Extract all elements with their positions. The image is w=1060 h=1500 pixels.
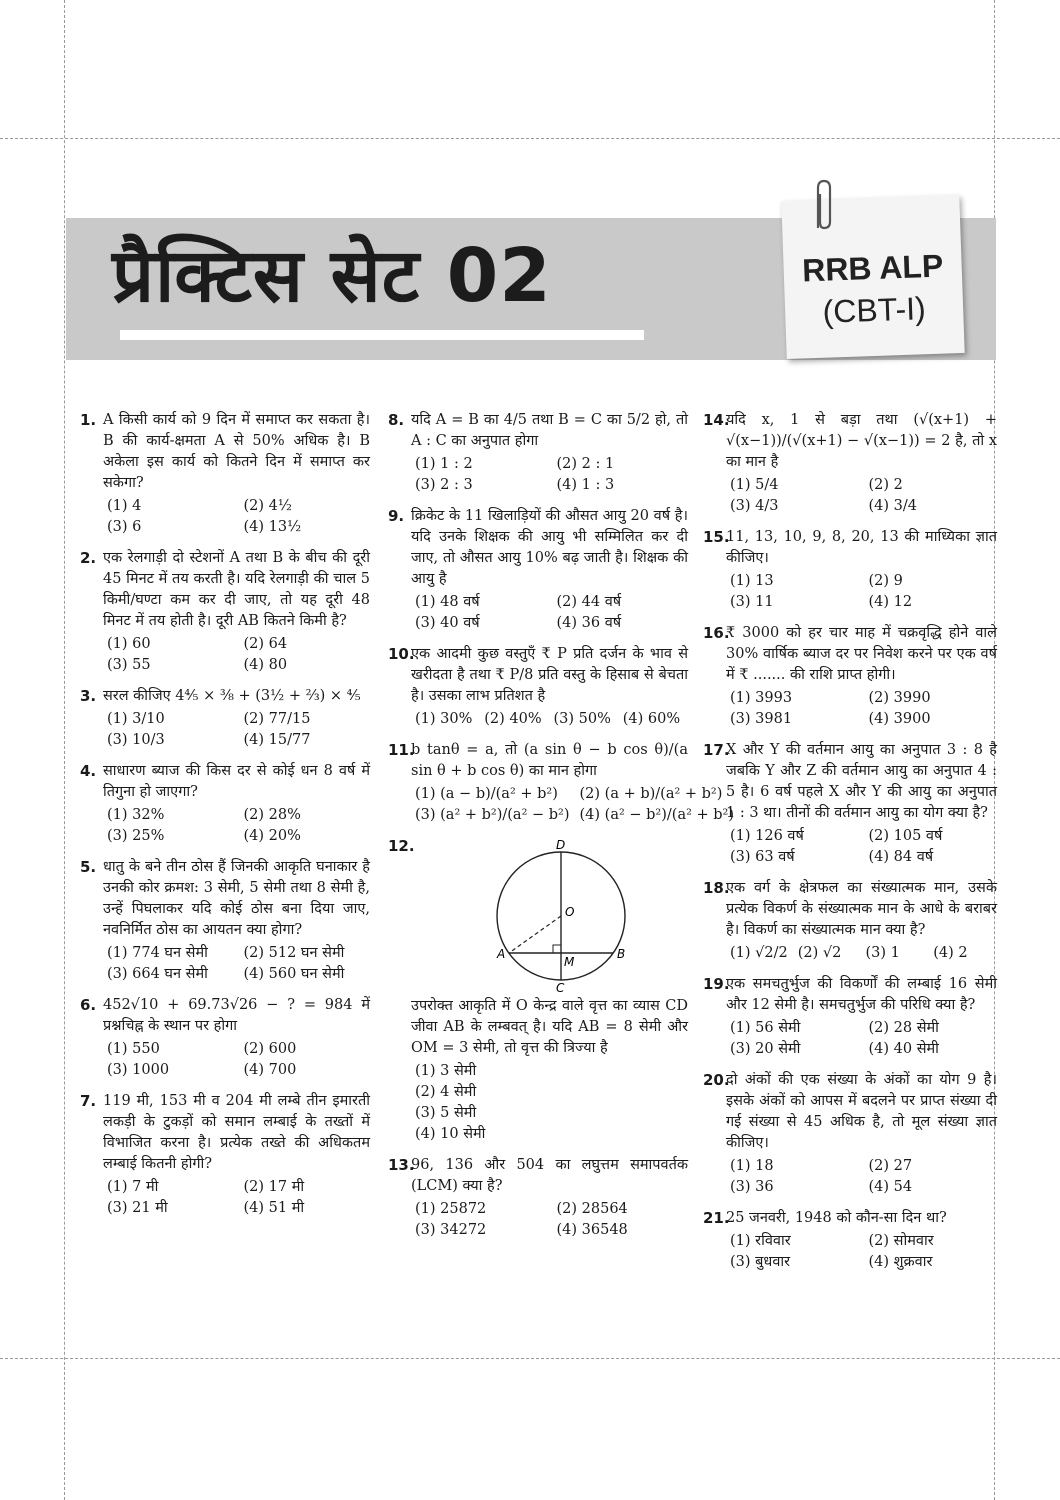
option[interactable]: (2) 27 <box>868 1158 913 1174</box>
option[interactable]: (3) 3981 <box>730 711 793 727</box>
option[interactable]: (3) 10/3 <box>107 732 165 748</box>
option[interactable]: (3) 6 <box>107 519 142 535</box>
question-text: 11, 13, 10, 9, 8, 20, 13 की माध्यिका ज्ञात कीजिए। <box>726 529 997 566</box>
option[interactable]: (1) (a − b)/(a² + b²) <box>415 786 558 802</box>
option[interactable]: (1) 4 <box>107 498 142 514</box>
question-8 <box>388 410 688 496</box>
option[interactable]: (4) 54 <box>868 1179 913 1195</box>
options <box>726 688 997 730</box>
question-9 <box>388 506 688 634</box>
question-column-1 <box>80 410 370 1229</box>
option[interactable]: (2) 3990 <box>868 690 931 706</box>
question-text: 119 मी, 153 मी व 204 मी लम्बे तीन इमारती लकड़ी के टुकड़ों को समान लम्बाई के तख्तों में विभाजित करना है। प्रत्येक तख्ते की अधिकतम लम्बाई कितनी होगी? <box>103 1093 370 1172</box>
options <box>103 634 370 676</box>
question-16 <box>703 623 997 730</box>
exam-tag-line2: (CBT-I) <box>822 290 927 330</box>
option[interactable]: (4) 13½ <box>243 519 302 535</box>
question-12 <box>388 836 688 1145</box>
option[interactable]: (1) 3993 <box>730 690 793 706</box>
paperclip-icon <box>810 178 836 234</box>
question-text: साधारण ब्याज की किस दर से कोई धन 8 वर्ष में तिगुना हो जाएगा? <box>103 763 370 800</box>
options <box>411 454 688 496</box>
option[interactable]: (1) 774 घन सेमी <box>107 945 208 961</box>
label-c: C <box>556 981 565 994</box>
question-number: 1. <box>80 411 97 429</box>
option[interactable]: (1) 30% <box>415 711 473 727</box>
option[interactable]: (2) 9 <box>868 573 903 589</box>
option[interactable]: (4) 15/77 <box>243 732 311 748</box>
option[interactable]: (1) 18 <box>730 1158 774 1174</box>
option[interactable]: (2) 2 <box>868 477 903 493</box>
question-text: 96, 136 और 504 का लघुत्तम समापवर्तक (LCM) क्या है? <box>411 1157 688 1194</box>
option[interactable]: (4) 84 वर्ष <box>868 849 934 865</box>
option[interactable]: (2) सोमवार <box>868 1233 934 1249</box>
question-19 <box>703 974 997 1060</box>
option[interactable]: (4) (a² − b²)/(a² + b²) <box>579 807 735 823</box>
option[interactable]: (4) 80 <box>243 657 288 673</box>
question-18 <box>703 878 997 964</box>
question-21 <box>703 1208 997 1273</box>
options <box>726 1018 997 1060</box>
option[interactable]: (3) (a² + b²)/(a² − b²) <box>415 807 570 823</box>
question-3 <box>80 686 370 751</box>
question-5 <box>80 857 370 985</box>
question-text: एक रेलगाड़ी दो स्टेशनों A तथा B के बीच की दूरी 45 मिनट में तय करती है। यदि रेलगाड़ी की चाल 5 किमी/घण्टा कम कर दी जाए, तो यह दूरी 48 मिनट में तय होती है। दूरी AB कितने किमी है? <box>103 550 370 629</box>
option[interactable]: (2) √2 <box>797 945 842 961</box>
question-14 <box>703 410 997 517</box>
option[interactable]: (3) 664 घन सेमी <box>107 966 208 982</box>
option[interactable]: (2) 28% <box>243 807 301 823</box>
option[interactable]: (4) 60% <box>622 711 681 727</box>
option[interactable]: (4) 3900 <box>868 711 931 727</box>
options <box>103 805 370 847</box>
option[interactable]: (4) 10 सेमी <box>415 1126 486 1142</box>
option[interactable]: (4) 36 वर्ष <box>556 615 622 631</box>
option[interactable]: (3) 20 सेमी <box>730 1041 801 1057</box>
label-o: O <box>565 905 575 919</box>
option[interactable]: (1) 7 मी <box>107 1179 159 1195</box>
option[interactable]: (4) 40 सेमी <box>868 1041 939 1057</box>
label-b: B <box>617 947 626 961</box>
title-underline <box>120 330 644 340</box>
question-text: धातु के बने तीन ठोस हैं जिनकी आकृति घनाकार है उनकी कोर क्रमश: 3 सेमी, 5 सेमी तथा 8 सेमी है, उन्हें पिघलाकर यदि कोई ठोस बना दिया जाए, नवनिर्मित ठोस का आयतन क्या होगा? <box>103 859 370 938</box>
option[interactable]: (4) 1 : 3 <box>556 477 615 493</box>
option[interactable]: (3) बुधवार <box>730 1254 791 1270</box>
question-6 <box>80 995 370 1081</box>
option[interactable]: (2) (a + b)/(a² + b²) <box>579 786 723 802</box>
question-number: 8. <box>388 411 405 429</box>
option[interactable]: (2) 4½ <box>243 498 292 514</box>
options <box>726 1156 997 1198</box>
option[interactable]: (3) 36 <box>730 1179 774 1195</box>
option[interactable]: (4) 51 मी <box>243 1200 305 1216</box>
option[interactable]: (3) 11 <box>730 594 774 610</box>
options <box>726 943 997 964</box>
question-text: एक आदमी कुछ वस्तुएँ ₹ P प्रति दर्जन के भाव से खरीदता है तथा ₹ P/8 प्रति वस्तु के हिसाब से बेचता है। उसका लाभ प्रतिशत है <box>411 646 688 704</box>
option[interactable]: (4) 3/4 <box>868 498 917 514</box>
label-a: A <box>497 947 506 961</box>
question-number: 21. <box>703 1209 730 1227</box>
option[interactable]: (2) 64 <box>243 636 288 652</box>
option[interactable]: (2) 44 वर्ष <box>556 594 622 610</box>
option[interactable]: (4) 2 <box>933 945 968 961</box>
option[interactable]: (3) 2 : 3 <box>415 477 473 493</box>
question-text: यदि A = B का 4/5 तथा B = C का 5/2 हो, तो A : C का अनुपात होगा <box>411 412 688 449</box>
question-text: एक समचतुर्भुज की विकर्णों की लम्बाई 16 सेमी और 12 सेमी है। समचतुर्भुज की परिधि क्या है? <box>726 976 997 1013</box>
question-text: ₹ 3000 को हर चार माह में चक्रवृद्धि होने वाले 30% वार्षिक ब्याज दर पर निवेश करने पर एक वर्ष में ₹ ....... की राशि प्राप्त होगी। <box>726 625 997 683</box>
option[interactable]: (3) 55 <box>107 657 151 673</box>
question-10 <box>388 644 688 730</box>
option[interactable]: (3) 4/3 <box>730 498 779 514</box>
options <box>103 943 370 985</box>
option[interactable]: (1) 5/4 <box>730 477 779 493</box>
question-text: उपरोक्त आकृति में O केन्द्र वाले वृत्त का व्यास CD जीवा AB के लम्बवत् है। यदि AB = 8 सेमी और OM = 3 सेमी, तो वृत्त की त्रिज्या है <box>411 998 688 1056</box>
question-number: 16. <box>703 624 730 642</box>
option[interactable]: (1) 3/10 <box>107 711 165 727</box>
question-number: 13. <box>388 1156 415 1174</box>
options <box>103 1039 370 1081</box>
option[interactable]: (3) 1000 <box>107 1062 170 1078</box>
option[interactable]: (3) 1 <box>865 945 900 961</box>
question-1 <box>80 410 370 538</box>
option[interactable]: (4) 560 घन सेमी <box>243 966 345 982</box>
question-20 <box>703 1070 997 1198</box>
option[interactable]: (2) 28 सेमी <box>868 1020 939 1036</box>
option[interactable]: (3) 63 वर्ष <box>730 849 795 865</box>
question-number: 7. <box>80 1092 97 1110</box>
options <box>103 496 370 538</box>
options <box>103 1177 370 1219</box>
question-text: एक वर्ग के क्षेत्रफल का संख्यात्मक मान, उसके प्रत्येक विकर्ण के संख्यात्मक मान के आधे के बराबर है। विकर्ण का संख्यात्मक मान क्या है? <box>726 880 997 938</box>
question-text: b tanθ = a, तो (a sin θ − b cos θ)/(a sin θ + b cos θ) का मान होगा <box>411 742 688 779</box>
option[interactable]: (1) 48 वर्ष <box>415 594 480 610</box>
option[interactable]: (1) 3 सेमी <box>415 1063 477 1079</box>
options <box>726 826 997 868</box>
option[interactable]: (4) 700 <box>243 1062 297 1078</box>
question-number: 17. <box>703 741 730 759</box>
question-17 <box>703 740 997 868</box>
question-15 <box>703 527 997 613</box>
option[interactable]: (1) 550 <box>107 1041 160 1057</box>
options <box>726 475 997 517</box>
question-number: 20. <box>703 1071 730 1089</box>
options <box>726 571 997 613</box>
option[interactable]: (3) 34272 <box>415 1222 487 1238</box>
option[interactable]: (2) 512 घन सेमी <box>243 945 345 961</box>
option[interactable]: (4) शुक्रवार <box>868 1254 933 1270</box>
option[interactable]: (2) 77/15 <box>243 711 311 727</box>
option[interactable]: (2) 4 सेमी <box>415 1084 477 1100</box>
option[interactable]: (3) 50% <box>553 711 611 727</box>
options <box>411 1199 688 1241</box>
label-d: D <box>556 838 566 852</box>
option[interactable]: (2) 105 वर्ष <box>868 828 943 844</box>
option[interactable]: (1) 60 <box>107 636 151 652</box>
option[interactable]: (4) 12 <box>868 594 913 610</box>
question-13 <box>388 1155 688 1241</box>
crop-mark-bottom <box>0 1358 1060 1359</box>
question-column-3 <box>703 410 997 1283</box>
question-number: 9. <box>388 507 405 525</box>
option[interactable]: (1) 32% <box>107 807 165 823</box>
question-text: सरल कीजिए 4⅘ × ⅜ + (3½ + ⅔) × ⅘ <box>103 688 361 704</box>
option[interactable]: (3) 25% <box>107 828 165 844</box>
crop-mark-top <box>0 138 1060 139</box>
question-number: 12. <box>388 837 415 855</box>
options <box>411 592 688 634</box>
exam-tag-line1: RRB ALP <box>801 247 944 289</box>
options <box>103 709 370 751</box>
question-number: 2. <box>80 549 97 567</box>
option[interactable]: (1) 126 वर्ष <box>730 828 804 844</box>
option[interactable]: (3) 5 सेमी <box>415 1105 477 1121</box>
options <box>411 784 735 826</box>
question-number: 5. <box>80 858 97 876</box>
page-title: प्रैक्टिस सेट 02 <box>112 233 552 319</box>
question-text: 25 जनवरी, 1948 को कौन-सा दिन था? <box>726 1210 947 1226</box>
option[interactable]: (3) 40 वर्ष <box>415 615 480 631</box>
question-text: X और Y की वर्तमान आयु का अनुपात 3 : 8 है जबकि Y और Z की वर्तमान आयु का अनुपात 4 : 5 है। 6 वर्ष पहले X और Y की आयु का अनुपात 1 : 3 था। तीनों की वर्तमान आयु का योग क्या है? <box>726 742 997 821</box>
question-number: 18. <box>703 879 730 897</box>
question-text: क्रिकेट के 11 खिलाड़ियों की औसत आयु 20 वर्ष है। यदि उनके शिक्षक की आयु भी सम्मिलित कर दी जाए, तो औसत आयु 10% बढ़ जाती है। शिक्षक की आयु है <box>411 508 688 587</box>
question-7 <box>80 1091 370 1219</box>
option[interactable]: (2) 600 <box>243 1041 297 1057</box>
option[interactable]: (1) 1 : 2 <box>415 456 473 472</box>
question-2 <box>80 548 370 676</box>
option[interactable]: (4) 36548 <box>556 1222 628 1238</box>
circle-figure <box>481 836 641 994</box>
option[interactable]: (4) 20% <box>243 828 301 844</box>
option[interactable]: (3) 21 मी <box>107 1200 168 1216</box>
option[interactable]: (1) 56 सेमी <box>730 1020 801 1036</box>
option[interactable]: (2) 40% <box>484 711 542 727</box>
option[interactable]: (2) 2 : 1 <box>556 456 615 472</box>
question-4 <box>80 761 370 847</box>
option[interactable]: (1) 25872 <box>415 1201 487 1217</box>
question-number: 10. <box>388 645 415 663</box>
question-number: 15. <box>703 528 730 546</box>
option[interactable]: (1) रविवार <box>730 1233 791 1249</box>
option[interactable]: (2) 17 मी <box>243 1179 305 1195</box>
option[interactable]: (2) 28564 <box>556 1201 628 1217</box>
question-text: यदि x, 1 से बड़ा तथा (√(x+1) + √(x−1))/(√(x+1) − √(x−1)) = 2 है, तो x का मान है <box>726 412 997 470</box>
question-number: 4. <box>80 762 97 780</box>
crop-mark-left <box>64 0 65 1500</box>
option[interactable]: (1) √2/2 <box>730 945 788 961</box>
question-text: A किसी कार्य को 9 दिन में समाप्त कर सकता है। B की कार्य-क्षमता A से 50% अधिक है। B अकेला इस कार्य को कितने दिन में समाप्त कर सकेगा? <box>103 412 370 491</box>
options <box>411 1061 688 1145</box>
right-angle-mark <box>553 945 561 953</box>
question-text: दो अंकों की एक संख्या के अंकों का योग 9 है। इसके अंकों को आपस में बदलने पर प्राप्त संख्या दी गई संख्या से 45 अधिक है, तो मूल संख्या ज्ञात कीजिए। <box>726 1072 997 1151</box>
question-number: 19. <box>703 975 730 993</box>
question-number: 6. <box>80 996 97 1014</box>
label-m: M <box>564 955 575 969</box>
question-number: 11. <box>388 741 415 759</box>
option[interactable]: (1) 13 <box>730 573 774 589</box>
exam-tag-card <box>781 195 964 359</box>
question-text: 452√10 + 69.73√26 − ? = 984 में प्रश्नचिह्न के स्थान पर होगा <box>103 997 370 1034</box>
question-number: 3. <box>80 687 97 705</box>
options <box>726 1231 997 1273</box>
options <box>411 709 688 730</box>
question-number: 14. <box>703 411 730 429</box>
